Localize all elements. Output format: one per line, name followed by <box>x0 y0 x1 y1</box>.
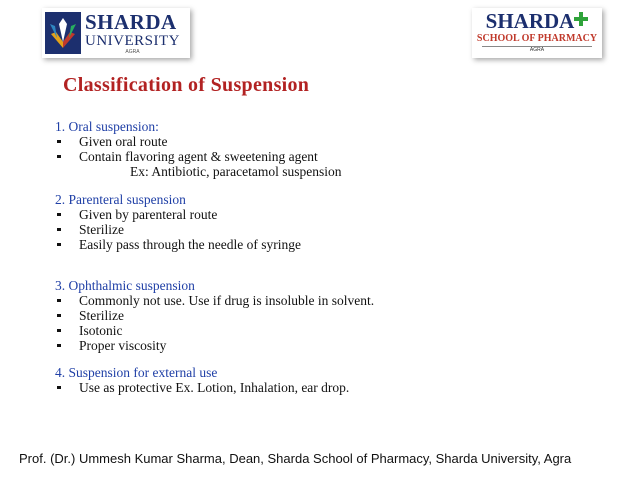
bullet-icon <box>57 228 61 231</box>
sharda-university-logo <box>42 8 190 58</box>
logo-right-city: AGRA <box>482 46 592 53</box>
bullet-text: Use as protective Ex. Lotion, Inhalation, ear drop. <box>79 380 350 395</box>
list-item <box>55 207 301 222</box>
section-heading: 3. Ophthalmic suspension <box>55 278 195 293</box>
bullet-text: Proper viscosity <box>79 338 167 353</box>
bullet-icon <box>57 299 61 302</box>
section-heading: 1. Oral suspension: <box>55 119 159 134</box>
bullet-text: Contain flavoring agent & sweetening agent <box>79 149 318 164</box>
bullet-text: Sterilize <box>79 222 124 237</box>
pharmacy-cross-icon <box>574 12 588 26</box>
list-item <box>55 134 341 149</box>
list-item <box>55 149 341 164</box>
logo-left-city: AGRA <box>125 48 140 55</box>
logo-left-name: SHARDA <box>85 9 177 34</box>
page-title: Classification of Suspension <box>63 74 310 96</box>
bullet-icon <box>57 314 61 317</box>
list-item <box>55 293 374 308</box>
section-oral <box>55 119 341 179</box>
section-heading: 4. Suspension for external use <box>55 365 218 380</box>
bullet-icon <box>57 386 61 389</box>
logo-right-name-text: SHARDA <box>485 9 575 33</box>
sharda-pharmacy-logo <box>472 8 602 58</box>
bullet-icon <box>57 329 61 332</box>
list-item <box>55 323 374 338</box>
bullet-icon <box>57 213 61 216</box>
university-crest-icon <box>45 12 81 54</box>
bullet-text: Easily pass through the needle of syringe <box>79 237 301 252</box>
logo-right-name <box>486 11 589 32</box>
list-item <box>55 338 374 353</box>
section-external <box>55 365 349 395</box>
example-text: Ex: Antibiotic, paracetamol suspension <box>130 164 342 179</box>
list-item <box>55 237 301 252</box>
bullet-text: Sterilize <box>79 308 124 323</box>
list-item <box>55 380 349 395</box>
logo-right-school: SCHOOL OF PHARMACY <box>476 33 598 44</box>
logo-left-sub: UNIVERSITY <box>85 32 180 49</box>
section-heading: 2. Parenteral suspension <box>55 192 186 207</box>
footer-credit: Prof. (Dr.) Ummesh Kumar Sharma, Dean, Sharda School of Pharmacy, Sharda University, Agra <box>19 451 572 466</box>
bullet-text: Given by parenteral route <box>79 207 218 222</box>
bullet-icon <box>57 155 61 158</box>
section-parenteral <box>55 192 301 252</box>
list-item <box>55 222 301 237</box>
bullet-text: Given oral route <box>79 134 168 149</box>
bullet-icon <box>57 344 61 347</box>
bullet-icon <box>57 140 61 143</box>
bullet-text: Commonly not use. Use if drug is insoluble in solvent. <box>79 293 375 308</box>
section-ophthalmic <box>55 278 374 353</box>
bullet-text: Isotonic <box>79 323 123 338</box>
list-item <box>55 308 374 323</box>
bullet-icon <box>57 243 61 246</box>
